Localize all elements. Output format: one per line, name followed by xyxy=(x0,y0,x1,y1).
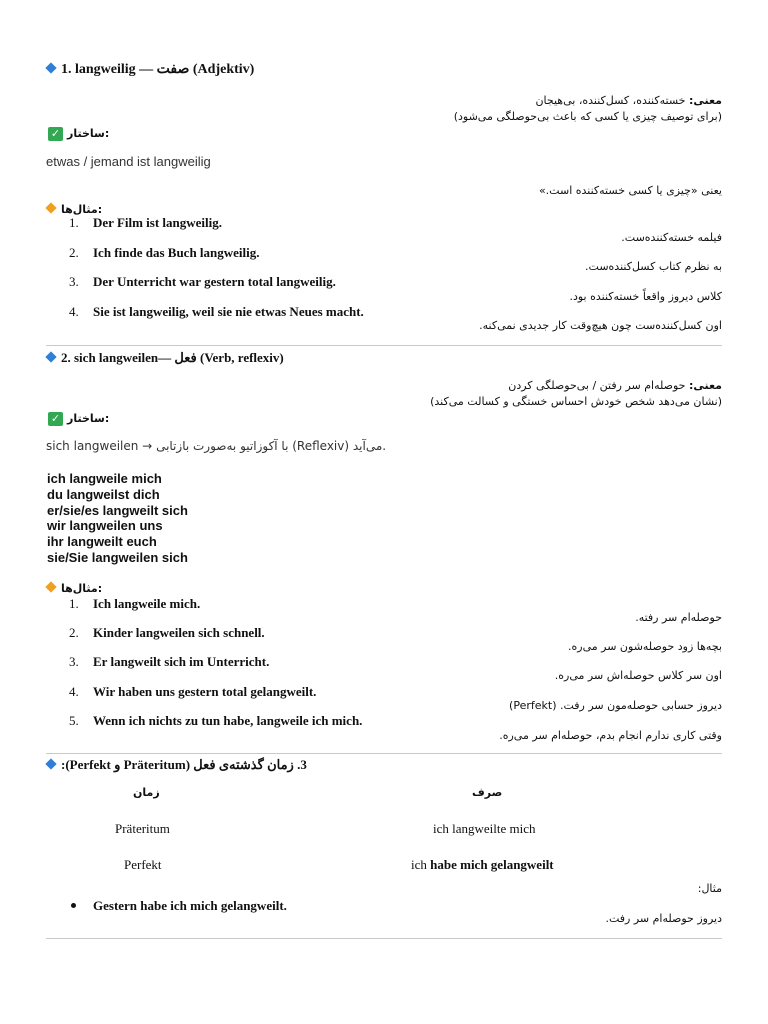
section-1-meaning xyxy=(535,94,722,107)
meaning-label: معنی: xyxy=(688,379,722,392)
section-divider xyxy=(46,938,722,939)
bullet-icon xyxy=(71,903,76,908)
examples-label: مثال‌ها: xyxy=(61,582,103,595)
table-cell-tense: Präteritum xyxy=(115,821,170,836)
example-german: Er langweilt sich im Unterricht. xyxy=(93,654,270,669)
example-label: مثال: xyxy=(697,882,722,895)
list-item: 3. Der Unterricht war gestern total langweilig. xyxy=(69,274,336,289)
blue-diamond-icon xyxy=(45,351,56,362)
conjugation-row: wir langweilen uns xyxy=(47,518,163,534)
list-item: 5. Wenn ich nichts zu tun habe, langweile ich mich. xyxy=(69,713,363,728)
example-persian: فیلمه خسته‌کننده‌ست. xyxy=(621,231,722,244)
list-item: 1. Der Film ist langweilig. xyxy=(69,215,223,230)
list-item: 4. Sie ist langweilig, weil sie nie etwas Neues macht. xyxy=(69,304,364,319)
blue-diamond-icon xyxy=(45,62,56,73)
list-item: 1. Ich langweile mich. xyxy=(69,596,201,611)
list-item: 2. Kinder langweilen sich schnell. xyxy=(69,625,265,640)
example-german: Kinder langweilen sich schnell. xyxy=(93,625,265,640)
example-persian: وقتی کاری ندارم انجام بدم، حوصله‌ام سر می‌ره. xyxy=(499,729,722,742)
section-1-structure-heading xyxy=(46,124,109,142)
section-2-meaning xyxy=(508,379,722,392)
section-2-meaning-note: (نشان می‌دهد شخص خودش احساس خستگی و کسالت می‌کند) xyxy=(430,395,722,408)
section-1-heading xyxy=(47,61,254,78)
example-persian: حوصله‌ام سر رفته. xyxy=(635,611,722,624)
example-german: Ich langweile mich. xyxy=(93,596,201,611)
conjugation-row: sie/Sie langweilen sich xyxy=(47,549,188,565)
section-3-heading xyxy=(47,757,307,773)
check-mark-icon: ✓ xyxy=(48,412,63,426)
meaning-label: معنی: xyxy=(688,94,722,107)
meaning-text: خسته‌کننده، کسل‌کننده، بی‌هیجان xyxy=(535,94,689,107)
conjugation-row: er/sie/es langweilt sich xyxy=(47,502,188,518)
example-german: Ich finde das Buch langweilig. xyxy=(93,245,260,260)
example-persian: اون کسل‌کننده‌ست چون هیچ‌وقت کار جدیدی نمی‌کنه. xyxy=(479,319,722,332)
example-german: Wenn ich nichts zu tun habe, langweile ich mich. xyxy=(93,713,363,728)
conjugation-table xyxy=(47,471,188,566)
list-item: 2. Ich finde das Buch langweilig. xyxy=(69,245,260,260)
structure-label: ساختار: xyxy=(67,412,110,425)
section-2-heading xyxy=(47,350,284,366)
list-item: 4. Wir haben uns gestern total gelangweilt. xyxy=(69,684,317,699)
example-persian: کلاس دیروز واقعاً خسته‌کننده بود. xyxy=(569,290,722,303)
example-german: Sie ist langweilig, weil sie nie etwas Neues macht. xyxy=(93,304,364,319)
table-cell-form: ich habe mich gelangweilt xyxy=(411,857,554,872)
structure-label: ساختار: xyxy=(67,127,110,140)
blue-diamond-icon xyxy=(45,758,56,769)
example-persian: به نظرم کتاب کسل‌کننده‌ست. xyxy=(585,260,722,273)
table-cell-tense: Perfekt xyxy=(124,857,162,872)
meaning-text: حوصله‌ام سر رفتن / بی‌حوصلگی کردن xyxy=(508,379,689,392)
conjugation-row: ich langweile mich xyxy=(47,471,162,486)
example-german: Der Unterricht war gestern total langweilig. xyxy=(93,274,336,289)
section-divider xyxy=(46,345,722,346)
section-1-title: 1. langweilig — صفت (Adjektiv) xyxy=(61,62,255,77)
list-item: 3. Er langweilt sich im Unterricht. xyxy=(69,654,270,669)
orange-diamond-icon xyxy=(45,202,56,213)
conjugation-row: ihr langweilt euch xyxy=(47,534,157,550)
section-1-structure-meaning: یعنی «چیزی یا کسی خسته‌کننده است.» xyxy=(538,184,722,197)
table-header-tense: زمان xyxy=(133,786,160,799)
example-german: Gestern habe ich mich gelangweilt. xyxy=(93,898,287,913)
example-persian: بچه‌ها زود حوصله‌شون سر می‌ره. xyxy=(568,640,722,653)
section-2-examples-heading xyxy=(47,579,102,597)
section-divider xyxy=(46,753,722,754)
check-mark-icon: ✓ xyxy=(48,127,63,141)
example-persian: اون سر کلاس حوصله‌اش سر می‌ره. xyxy=(554,669,722,682)
example-persian: دیروز حسابی حوصله‌مون سر رفت. (Perfekt) xyxy=(509,699,722,712)
example-german: Wir haben uns gestern total gelangweilt. xyxy=(93,684,317,699)
section-1-structure-text: etwas / jemand ist langweilig xyxy=(46,154,211,169)
table-header-form: صرف xyxy=(472,786,503,799)
section-3-title: 3. زمان گذشته‌ی فعل (Präteritum و Perfekt): xyxy=(61,757,307,772)
example-persian: دیروز حوصله‌ام سر رفت. xyxy=(605,912,722,925)
list-item xyxy=(71,898,287,914)
section-2-title: 2. sich langweilen— فعل (Verb, reflexiv) xyxy=(61,350,284,365)
example-german: Der Film ist langweilig. xyxy=(93,215,223,230)
conjugation-row: du langweilst dich xyxy=(47,486,160,502)
section-2-structure-heading xyxy=(46,409,109,427)
examples-label: مثال‌ها: xyxy=(61,203,103,216)
orange-diamond-icon xyxy=(45,581,56,592)
table-cell-form: ich langweilte mich xyxy=(433,821,536,836)
section-2-structure-text: sich langweilen → با آکوزاتیو به‌صورت بازتابی (Reflexiv) می‌آید. xyxy=(46,439,387,453)
section-1-meaning-note: (برای توصیف چیزی یا کسی که باعث بی‌حوصلگی می‌شود) xyxy=(453,110,722,123)
